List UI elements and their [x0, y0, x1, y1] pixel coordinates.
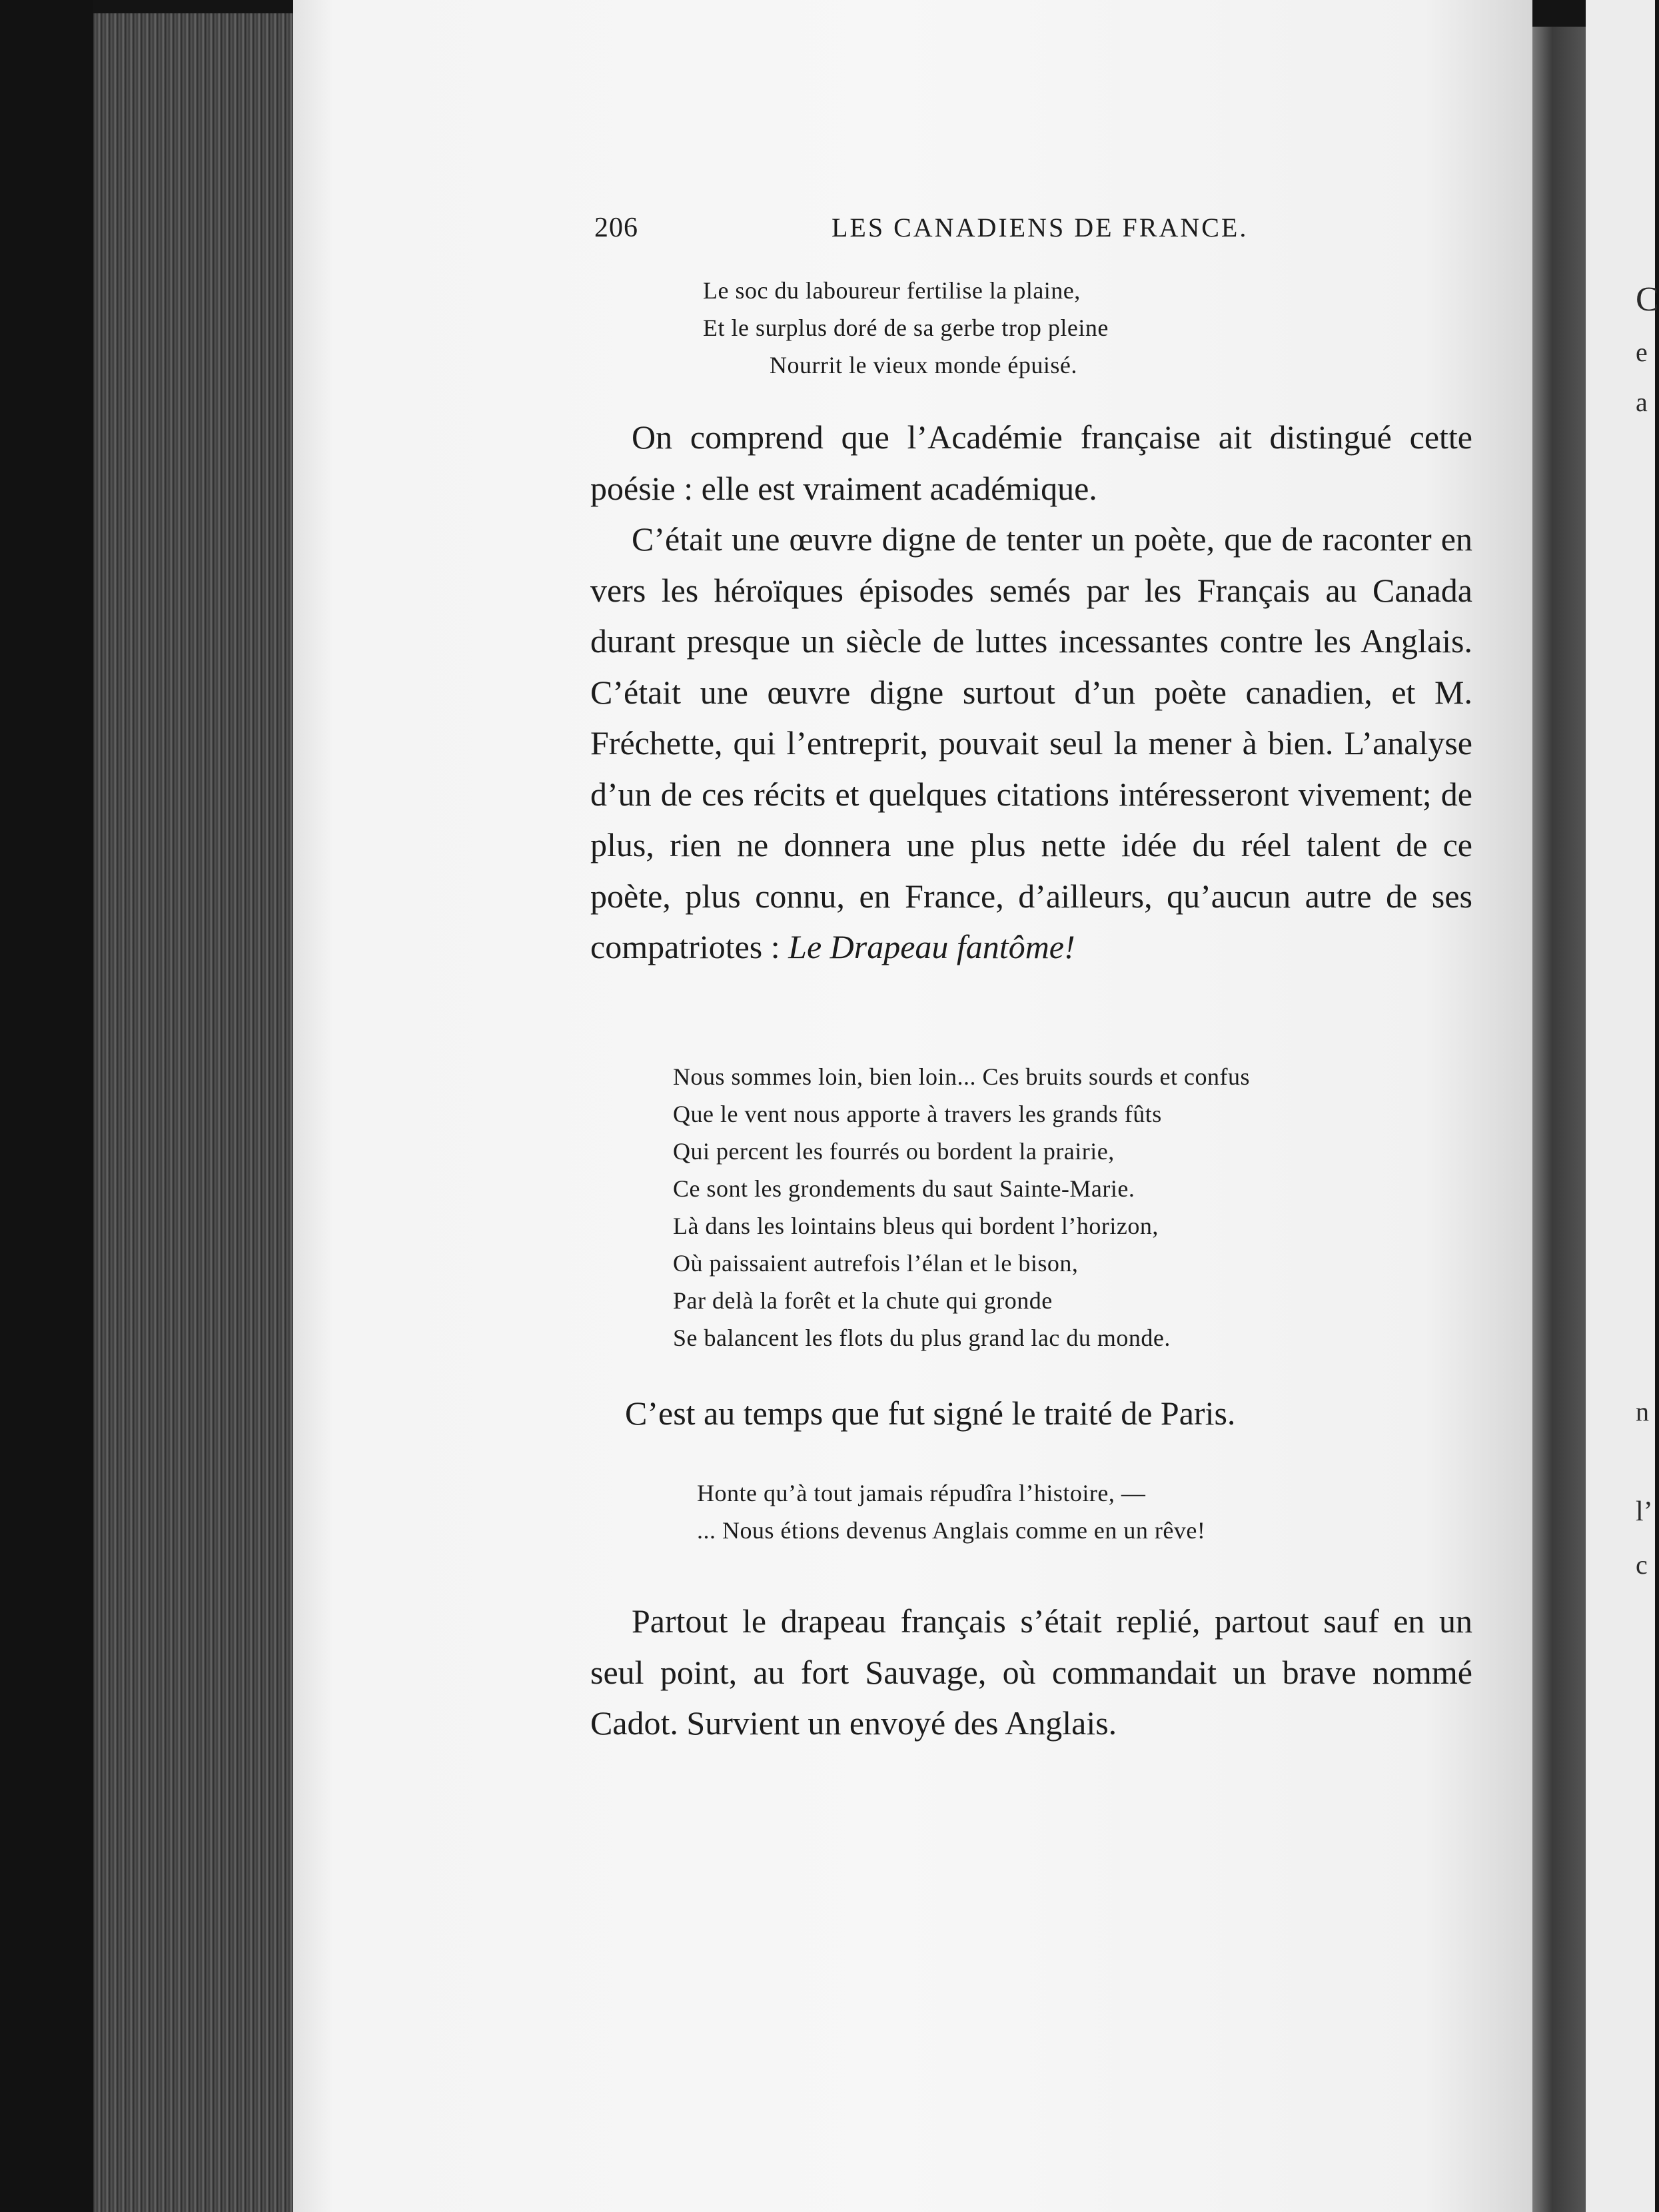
facing-page-fragment: l’ [1636, 1496, 1653, 1527]
paragraph: On comprend que l’Académie française ait distingué cette poésie : elle est vraiment académique. [590, 418, 1472, 507]
book-page-edges [93, 13, 293, 2212]
verse-line: Ce sont les grondements du saut Sainte-Marie. [673, 1175, 1135, 1202]
paragraph: Partout le drapeau français s’était replié, partout sauf en un seul point, au fort Sauvage, où commandait un brave nommé Cadot. Survient un envoyé des Anglais. [590, 1602, 1472, 1742]
facing-page-fragment: C [1636, 280, 1659, 318]
prose-block-1 [590, 412, 1472, 973]
verse-line: ... Nous étions devenus Anglais comme en un rêve! [697, 1517, 1206, 1544]
verse-line: Et le surplus doré de sa gerbe trop pleine [703, 314, 1109, 341]
verse-block-3 [697, 1474, 1205, 1549]
poem-title: Le Drapeau fantôme! [788, 928, 1075, 965]
facing-page-fragment: e [1636, 337, 1648, 367]
verse-block-2 [673, 1058, 1250, 1357]
verse-quote-line: C’est au temps que fut signé le traité de Paris. [625, 1394, 1236, 1432]
verse-line: Là dans les lointains bleus qui bordent l’horizon, [673, 1213, 1159, 1239]
facing-page-strip [1586, 0, 1655, 2212]
book-gutter [1532, 27, 1586, 2212]
verse-line: Par delà la forêt et la chute qui gronde [673, 1287, 1053, 1314]
verse-line: Nous sommes loin, bien loin... Ces bruits sourds et confus [673, 1063, 1250, 1090]
verse-block-1 [703, 272, 1109, 384]
verse-line: Qui percent les fourrés ou bordent la prairie, [673, 1138, 1115, 1165]
running-title: LES CANADIENS DE FRANCE. [831, 213, 1249, 243]
verse-line: Où paissaient autrefois l’élan et le bison, [673, 1250, 1079, 1277]
verse-line: Nourrit le vieux monde épuisé. [770, 352, 1077, 378]
facing-page-fragment: a [1636, 387, 1648, 417]
facing-page-fragment: c [1636, 1550, 1648, 1580]
verse-line: Honte qu’à tout jamais répudîra l’histoire, — [697, 1480, 1146, 1506]
prose-block-2 [590, 1596, 1472, 1749]
scanner-frame [0, 0, 93, 2212]
page-number: 206 [594, 213, 638, 243]
paragraph [590, 514, 1472, 973]
verse-line: Le soc du laboureur fertilise la plaine, [703, 277, 1081, 304]
paragraph-text: C’était une œuvre digne de tenter un poète, que de raconter en vers les héroïques épisodes semés par les Français au Canada durant presque un siècle de luttes incessantes contre les Anglais. C’était une œuvre digne surtout d’un poète canadien, et M. Fréchette, qui l’entreprit, pouvait seul la mener à bien. L’analyse d’un de ces récits et quelques citations intéresseront vivement; de plus, rien ne donnera une plus nette idée du réel talent de ce poète, plus connu, en France, d’ailleurs, qu’aucun autre de ses compatriotes : [590, 520, 1472, 965]
verse-line: Que le vent nous apporte à travers les grands fûts [673, 1101, 1162, 1127]
verse-line: Se balancent les flots du plus grand lac du monde. [673, 1325, 1171, 1351]
facing-page-fragment: n [1636, 1396, 1649, 1426]
